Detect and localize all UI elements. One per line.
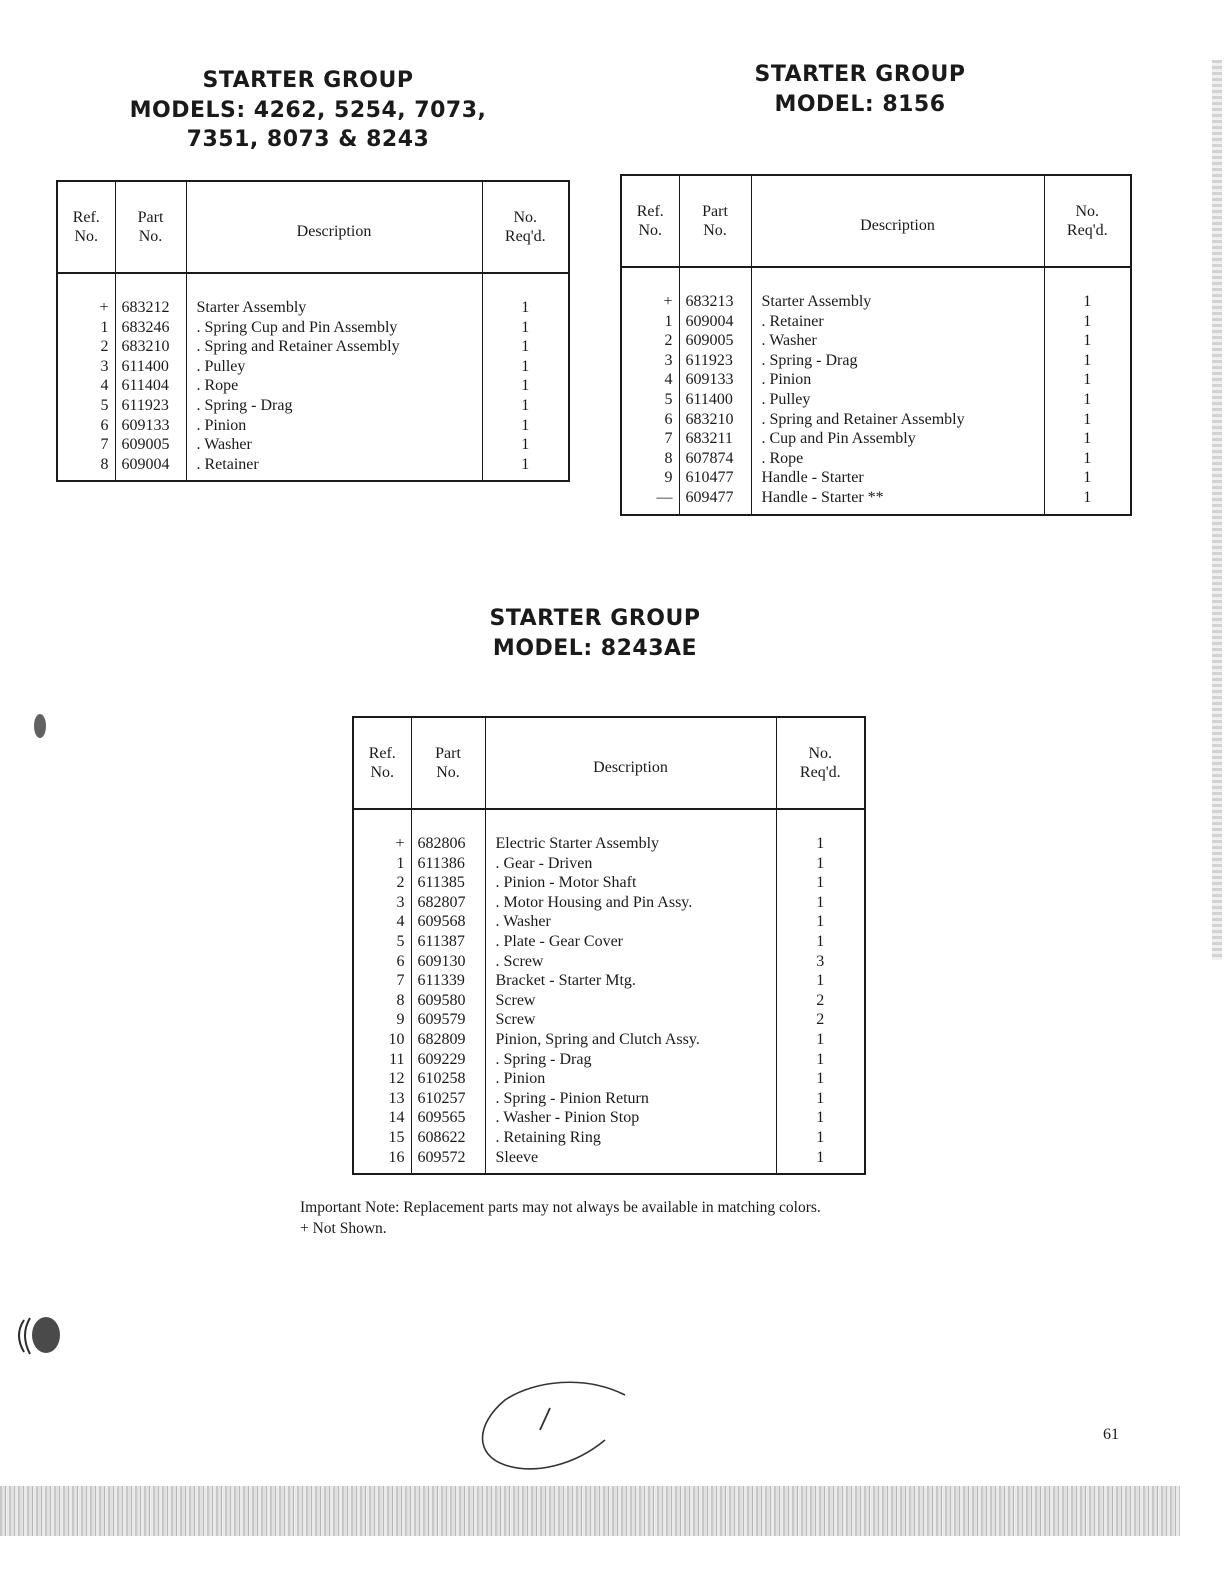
quantity-cell: 1 [482,376,569,396]
description-cell: . Motor Housing and Pin Assy. [485,893,776,913]
table2-title [660,60,1060,119]
table-row [57,357,569,377]
description-cell: Starter Assembly [186,273,482,318]
quantity-cell: 1 [482,273,569,318]
table-row [57,435,569,455]
table-row [353,893,865,913]
description-cell: Handle - Starter ** [751,488,1044,515]
part-number-cell: 610257 [411,1089,485,1109]
ref-cell: 9 [396,1011,405,1029]
table-row [57,376,569,396]
quantity-cell: 1 [482,416,569,436]
ref-cell: 7 [664,430,673,448]
quantity-cell: 1 [776,873,865,893]
table1-title-line: MODELS: 4262, 5254, 7073, [129,97,487,123]
quantity-cell: 2 [776,1010,865,1030]
ref-cell: 5 [396,932,405,950]
description-cell: . Retainer [751,312,1044,332]
scan-edge-artifact [1212,60,1222,960]
description-cell: . Pinion [186,416,482,436]
part-number-cell: 610258 [411,1069,485,1089]
col-header-ref: Ref. No. [621,175,679,267]
ref-cell: 9 [664,469,673,487]
description-cell: Handle - Starter [751,468,1044,488]
table3-title-line: STARTER GROUP [489,606,701,631]
part-number-cell: 682806 [411,809,485,854]
quantity-cell: 1 [1044,429,1131,449]
part-number-cell: 609004 [679,312,751,332]
col-header-qty: No. Req'd. [776,717,865,809]
quantity-cell: 1 [1044,312,1131,332]
part-number-cell: 609579 [411,1010,485,1030]
ref-cell: 15 [388,1128,405,1146]
table-row [353,1069,865,1089]
part-number-cell: 611387 [411,932,485,952]
part-number-cell: 609133 [679,370,751,390]
part-number-cell: 683210 [115,337,186,357]
ref-cell: 2 [664,332,673,350]
part-number-cell: 609229 [411,1050,485,1070]
quantity-cell: 1 [482,396,569,416]
col-header-description: Description [186,181,482,273]
ref-cell: 6 [100,416,109,434]
description-cell: Bracket - Starter Mtg. [485,971,776,991]
parts-table-2 [620,174,1132,516]
quantity-cell: 3 [776,952,865,972]
ref-cell: 3 [100,357,109,375]
quantity-cell: 1 [1044,449,1131,469]
ref-cell: 14 [388,1109,405,1127]
quantity-cell: 1 [776,893,865,913]
part-number-cell: 611404 [115,376,186,396]
description-cell: . Washer [186,435,482,455]
ref-cell: 11 [389,1050,405,1068]
part-number-cell: 683213 [679,267,751,312]
table2-title-line: STARTER GROUP [754,62,966,87]
quantity-cell: 1 [482,455,569,482]
quantity-cell: 1 [482,357,569,377]
description-cell: . Plate - Gear Cover [485,932,776,952]
col-header-part: Part No. [115,181,186,273]
description-cell: . Pinion - Motor Shaft [485,873,776,893]
table-row [353,1148,865,1175]
quantity-cell: 1 [776,1069,865,1089]
description-cell: . Spring and Retainer Assembly [751,410,1044,430]
ref-cell: 4 [396,913,405,931]
quantity-cell: 1 [1044,390,1131,410]
quantity-cell: 1 [776,1089,865,1109]
description-cell: Sleeve [485,1148,776,1175]
quantity-cell: 2 [776,991,865,1011]
quantity-cell: 1 [776,1148,865,1175]
quantity-cell: 1 [776,809,865,854]
table-row [621,429,1131,449]
ref-cell: 3 [664,351,673,369]
part-number-cell: 683212 [115,273,186,318]
col-header-ref: Ref. No. [353,717,411,809]
part-number-cell: 682807 [411,893,485,913]
col-header-qty: No. Req'd. [482,181,569,273]
part-number-cell: 608622 [411,1128,485,1148]
col-header-part: Part No. [679,175,751,267]
part-number-cell: 610477 [679,468,751,488]
table-row [621,468,1131,488]
table-row [353,809,865,854]
ref-cell: + [395,835,405,852]
col-header-ref: Ref. No. [57,181,115,273]
ref-cell: 10 [388,1030,405,1048]
description-cell: . Pulley [751,390,1044,410]
table-row [621,267,1131,312]
part-number-cell: 683210 [679,410,751,430]
description-cell: . Pinion [485,1069,776,1089]
description-cell: . Rope [751,449,1044,469]
col-header-description: Description [485,717,776,809]
table-row [57,416,569,436]
parts-table-1 [56,180,570,482]
table-row [57,273,569,318]
note-line-1: Important Note: Replacement parts may not always be available in matching colors. [300,1199,821,1216]
ref-cell: 6 [664,410,673,428]
table-row [621,488,1131,515]
table3-title [395,604,795,663]
quantity-cell: 1 [1044,468,1131,488]
quantity-cell: 1 [776,932,865,952]
description-cell: . Pulley [186,357,482,377]
ref-cell: 7 [100,436,109,454]
part-number-cell: 609477 [679,488,751,515]
part-number-cell: 683211 [679,429,751,449]
table-row [353,1050,865,1070]
description-cell: . Screw [485,952,776,972]
table-row [621,312,1131,332]
description-cell: . Spring - Drag [485,1050,776,1070]
quantity-cell: 1 [482,318,569,338]
table-row [353,932,865,952]
table1-title [108,66,508,155]
part-number-cell: 611923 [115,396,186,416]
ref-cell: 7 [396,972,405,990]
description-cell: Electric Starter Assembly [485,809,776,854]
table-row [353,873,865,893]
part-number-cell: 683246 [115,318,186,338]
quantity-cell: 1 [1044,410,1131,430]
ref-cell: 5 [100,396,109,414]
ref-cell: 1 [396,854,405,872]
description-cell: . Gear - Driven [485,854,776,874]
table-row [353,854,865,874]
quantity-cell: 1 [776,971,865,991]
description-cell: . Washer [485,912,776,932]
ref-cell: 12 [388,1070,405,1088]
description-cell: Screw [485,1010,776,1030]
important-note [300,1198,821,1240]
parts-table-3 [352,716,866,1175]
table1-title-line: STARTER GROUP [202,68,414,93]
ref-cell: 1 [664,312,673,330]
quantity-cell: 1 [1044,370,1131,390]
ref-cell: — [656,488,673,506]
part-number-cell: 611923 [679,351,751,371]
ref-cell: 2 [100,338,109,356]
quantity-cell: 1 [1044,331,1131,351]
part-number-cell: 611400 [115,357,186,377]
part-number-cell: 609004 [115,455,186,482]
description-cell: . Spring - Drag [186,396,482,416]
quantity-cell: 1 [1044,488,1131,515]
description-cell: . Spring - Drag [751,351,1044,371]
table-row [353,1030,865,1050]
table-row [57,318,569,338]
table3-title-line: MODEL: 8243AE [492,635,698,661]
table-row [621,351,1131,371]
part-number-cell: 609572 [411,1148,485,1175]
ref-cell: 16 [388,1148,405,1166]
col-header-description: Description [751,175,1044,267]
part-number-cell: 609133 [115,416,186,436]
quantity-cell: 1 [776,1030,865,1050]
quantity-cell: 1 [776,1108,865,1128]
col-header-part: Part No. [411,717,485,809]
table-row [353,1010,865,1030]
part-number-cell: 611400 [679,390,751,410]
ref-cell: + [663,293,673,310]
part-number-cell: 607874 [679,449,751,469]
table-row [353,912,865,932]
ref-cell: + [99,299,109,316]
table-row [353,991,865,1011]
table1-title-line: 7351, 8073 & 8243 [186,127,430,153]
quantity-cell: 1 [482,435,569,455]
table2-title-line: MODEL: 8156 [774,91,946,117]
table-row [57,337,569,357]
table-row [621,390,1131,410]
ref-cell: 8 [100,455,109,473]
quantity-cell: 1 [776,854,865,874]
ref-cell: 8 [396,991,405,1009]
part-number-cell: 609005 [115,435,186,455]
description-cell: . Spring - Pinion Return [485,1089,776,1109]
ref-cell: 5 [664,390,673,408]
ref-cell: 2 [396,874,405,892]
table-row [57,396,569,416]
part-number-cell: 611386 [411,854,485,874]
quantity-cell: 1 [776,912,865,932]
description-cell: . Rope [186,376,482,396]
handwritten-scribble [465,1370,635,1480]
table-row [353,1089,865,1109]
quantity-cell: 1 [1044,351,1131,371]
punch-hole-mark [30,710,50,742]
description-cell: Starter Assembly [751,267,1044,312]
part-number-cell: 611385 [411,873,485,893]
description-cell: . Retaining Ring [485,1128,776,1148]
ref-cell: 13 [388,1089,405,1107]
description-cell: . Pinion [751,370,1044,390]
description-cell: . Spring Cup and Pin Assembly [186,318,482,338]
description-cell: Pinion, Spring and Clutch Assy. [485,1030,776,1050]
description-cell: Screw [485,991,776,1011]
part-number-cell: 611339 [411,971,485,991]
quantity-cell: 1 [776,1128,865,1148]
ref-cell: 1 [100,318,109,336]
description-cell: . Retainer [186,455,482,482]
quantity-cell: 1 [776,1050,865,1070]
note-line-2: + Not Shown. [300,1219,387,1237]
table-row [621,449,1131,469]
ref-cell: 4 [100,377,109,395]
part-number-cell: 609565 [411,1108,485,1128]
quantity-cell: 1 [1044,267,1131,312]
table-row [353,971,865,991]
description-cell: . Spring and Retainer Assembly [186,337,482,357]
part-number-cell: 609130 [411,952,485,972]
page-number: 61 [1103,1426,1119,1443]
table-row [353,952,865,972]
quantity-cell: 1 [482,337,569,357]
description-cell: . Washer [751,331,1044,351]
table-row [353,1108,865,1128]
scan-bottom-smudge [0,1486,1180,1536]
table-row [621,331,1131,351]
ref-cell: 4 [664,371,673,389]
ref-cell: 8 [664,449,673,467]
description-cell: . Washer - Pinion Stop [485,1108,776,1128]
table-row [621,370,1131,390]
punch-hole-mark [10,1310,66,1360]
ref-cell: 6 [396,952,405,970]
part-number-cell: 609580 [411,991,485,1011]
table-row [57,455,569,482]
part-number-cell: 609005 [679,331,751,351]
part-number-cell: 682809 [411,1030,485,1050]
table-row [353,1128,865,1148]
description-cell: . Cup and Pin Assembly [751,429,1044,449]
table-row [621,410,1131,430]
ref-cell: 3 [396,893,405,911]
part-number-cell: 609568 [411,912,485,932]
col-header-qty: No. Req'd. [1044,175,1131,267]
